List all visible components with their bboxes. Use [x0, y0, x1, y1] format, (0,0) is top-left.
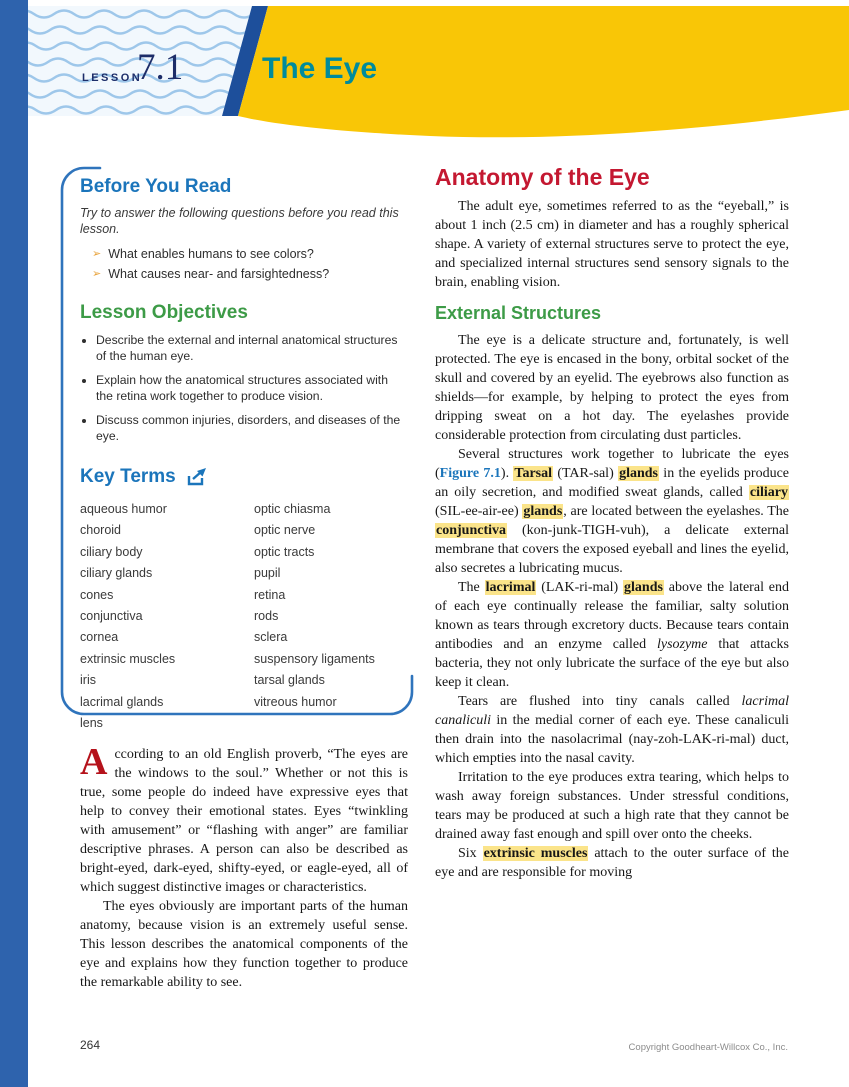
- key-terms-heading: [80, 466, 402, 488]
- key-terms-icon: [185, 467, 209, 487]
- key-term-highlight: ciliary: [749, 485, 788, 500]
- arrow-bullet-icon: ➢: [92, 248, 102, 260]
- external-paragraph-2: Several structures work together to lubricate the eyes (Figure 7.1). Tarsal (TAR-sal) glands in the eyelids produce an oily secretion, and modified sweat glands, called ciliary (SIL-ee-air-ee) glands, are located between the eyelashes. The conjunctiva (kon-junk-TIGH-vuh), a delicate external membrane that covers the exposed eyeball and lines the eyelid, also secretes a lubricating mucus.: [435, 447, 789, 576]
- list-item: choroid: [80, 523, 121, 538]
- lesson-number: 7.1: [137, 47, 184, 88]
- before-you-read-heading: Before You Read: [80, 176, 232, 197]
- key-term-highlight: conjunctiva: [436, 523, 506, 538]
- intro-paragraph-2: The eyes obviously are important parts of the human anatomy, because vision is an extremely useful sense. This lesson describes the anatomical components of the eye and explains how they function together to produce the remarkable ability to see.: [80, 899, 408, 990]
- copyright-notice: Copyright Goodheart-Willcox Co., Inc.: [628, 1042, 788, 1053]
- list-item: cones: [80, 587, 114, 602]
- list-item: ciliary body: [80, 544, 143, 559]
- list-item: iris: [80, 673, 96, 688]
- list-item: lacrimal glands: [80, 694, 164, 709]
- external-structures-heading: External Structures: [435, 303, 602, 323]
- external-paragraph-5: Irritation to the eye produces extra tearing, which helps to wash away foreign substances. Under stressful conditions, tears may be produced at such a high rate that they cannot be drained away fast enough and spill over onto the cheeks.: [435, 770, 789, 842]
- list-item: [92, 246, 402, 262]
- list-item: aqueous humor: [80, 502, 167, 516]
- lesson-intro: [80, 741, 408, 992]
- list-item: suspensory ligaments: [254, 651, 375, 666]
- external-paragraph-1: The eye is a delicate structure and, fortunately, is well protected. The eye is encased in the bony, orbital socket of the skull and covered by an eyelid. The eyebrows also function as shields—for example, by helping to protect the eyes from dripping sweat on a hot day. The eyelashes provide considerable protection from circulating dust particles.: [435, 333, 789, 443]
- figure-reference: Figure 7.1: [439, 466, 501, 481]
- external-paragraph-4: Tears are flushed into tiny canals called lacrimal canaliculi in the medial corner of each eye. These canaliculi then drain into the nasolacrimal (nay-zoh-LAK-ri-mal) duct, which empties into the nasal cavity.: [435, 694, 789, 766]
- list-item: conjunctiva: [80, 609, 143, 624]
- key-term-highlight: Tarsal: [514, 466, 552, 481]
- list-item: optic chiasma: [254, 502, 331, 516]
- list-item: tarsal glands: [254, 673, 325, 688]
- list-item: optic tracts: [254, 544, 315, 559]
- key-term-highlight: extrinsic muscles: [483, 846, 588, 861]
- list-item: • Discuss common injuries, disorders, and diseases of the eye.: [96, 413, 402, 444]
- list-item: rods: [254, 609, 279, 624]
- before-you-read-section: [80, 176, 402, 734]
- list-item: • Describe the external and internal anatomical structures of the human eye.: [96, 333, 402, 364]
- key-terms-column-2: [254, 499, 402, 734]
- external-paragraph-3: The lacrimal (LAK-ri-mal) glands above the lateral end of each eye continually release the familiar, salty solution known as tears through excretory ducts. Because tears contain antibodies and an enzyme called lysozyme that attacks bacteria, they not only lubricate the surface of the eye but also keep it clean.: [435, 580, 790, 690]
- key-term-highlight: lacrimal: [485, 580, 536, 595]
- main-column: [435, 164, 790, 882]
- key-term-highlight: glands: [523, 504, 563, 519]
- list-item: ciliary glands: [80, 566, 153, 581]
- intro-paragraph-1: [80, 741, 408, 897]
- key-term-highlight: glands: [619, 466, 658, 481]
- list-item: pupil: [254, 566, 281, 581]
- page-number: 264: [80, 1038, 101, 1052]
- intro-text-1: ccording to an old English proverb, “The eyes are the windows to the soul.” Whether or not this is true, some people do indeed have expressive eyes that help to convey their emotional states. Eyes “twinkling with amusement” or “flashing with anger” are familiar descriptive phrases. A person can also be described as bright-eyed, dark-eyed, shifty-eyed, or eagle-eyed, all of which suggest distinctive images or characteristics.: [80, 747, 408, 895]
- lesson-label: LESSON: [82, 72, 143, 84]
- list-item: optic nerve: [254, 523, 316, 538]
- key-terms-heading-text: Key Terms: [80, 466, 176, 487]
- question-list: [80, 246, 402, 282]
- external-paragraph-6: Six extrinsic muscles attach to the outer surface of the eye and are responsible for moving: [435, 846, 789, 880]
- list-item: lens: [80, 716, 103, 731]
- list-item: vitreous humor: [254, 694, 337, 709]
- lesson-title: The Eye: [262, 52, 378, 85]
- list-item: extrinsic muscles: [80, 651, 176, 666]
- list-item: retina: [254, 587, 286, 602]
- key-terms-list: [80, 499, 402, 734]
- key-term-highlight: glands: [624, 580, 663, 595]
- list-item: [92, 266, 402, 282]
- anatomy-paragraph: The adult eye, sometimes referred to as the “eyeball,” is about 1 inch (2.5 cm) in diameter and has a roughly spherical shape. A variety of external structures serve to protect the eye, and specialized internal structures send sensory signals to the brain, enabling vision.: [435, 199, 789, 290]
- question-text: What enables humans to see colors?: [108, 247, 314, 261]
- question-text: What causes near- and farsightedness?: [108, 267, 330, 281]
- italic-term: lysozyme: [656, 637, 708, 652]
- key-terms-column-1: [80, 499, 254, 734]
- drop-cap: A: [80, 741, 108, 783]
- anatomy-heading: Anatomy of the Eye: [435, 164, 650, 190]
- objectives-list: [80, 333, 402, 444]
- page-edge-bar: [0, 0, 28, 1087]
- arrow-bullet-icon: ➢: [92, 268, 102, 280]
- list-item: • Explain how the anatomical structures associated with the retina work together to produce vision.: [96, 373, 402, 404]
- list-item: cornea: [80, 630, 119, 645]
- before-you-read-intro: Try to answer the following questions before you read this lesson.: [80, 206, 399, 236]
- list-item: sclera: [254, 630, 288, 645]
- italic-term: lacrimal canaliculi: [435, 694, 789, 728]
- lesson-objectives-heading: Lesson Objectives: [80, 302, 248, 323]
